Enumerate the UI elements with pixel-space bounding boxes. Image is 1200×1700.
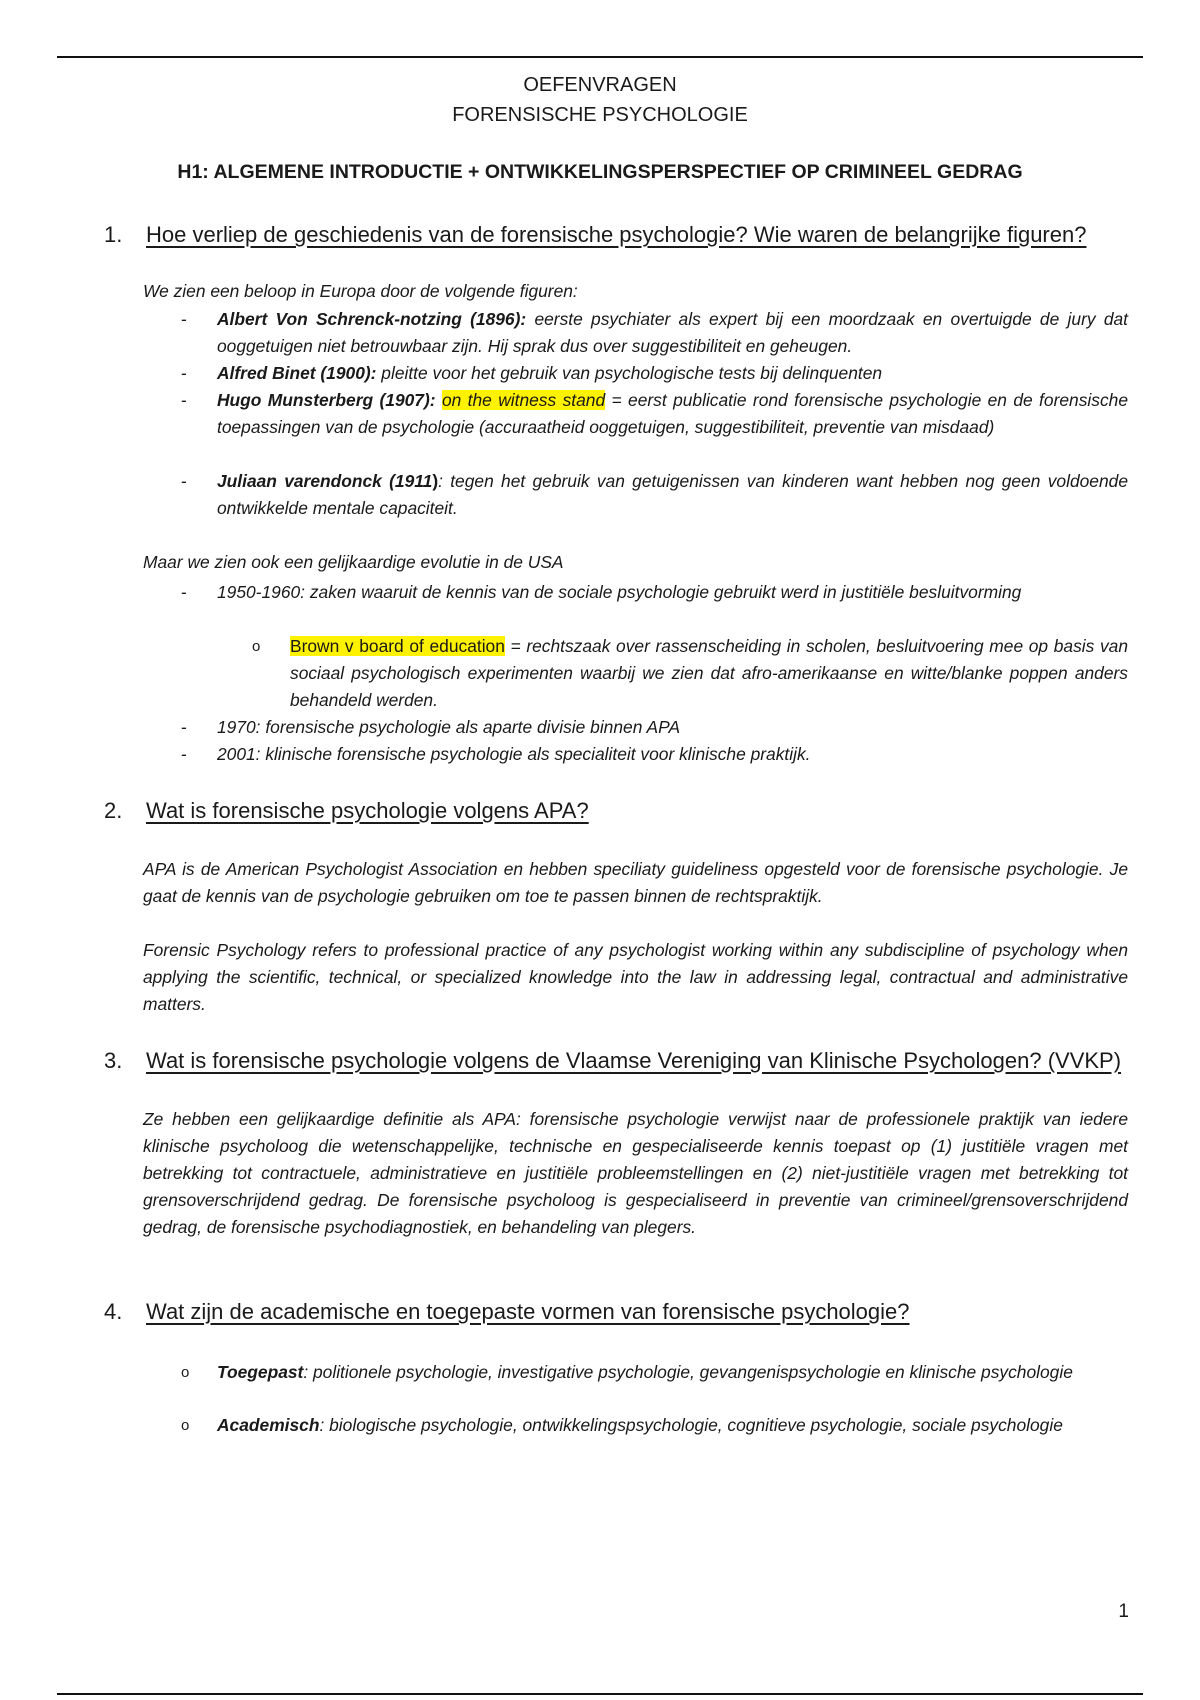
doc-title-line2: FORENSISCHE PSYCHOLOGIE [452, 104, 748, 126]
question-title: Hoe verliep de geschiedenis van de forensische psychologie? Wie waren de belangrijke figuren? [146, 222, 1087, 247]
highlighted-text: Brown v board of education [290, 636, 505, 656]
circle-marker: o [252, 638, 261, 655]
question-number: 2. [104, 798, 123, 823]
q1-intro: We zien een beloop in Europa door de volgende figuren: [143, 281, 578, 301]
dash-marker: - [181, 390, 187, 410]
q1-intro-usa: Maar we zien ook een gelijkaardige evolutie in de USA [143, 552, 564, 572]
dash-marker: - [181, 582, 187, 602]
question-title: Wat is forensische psychologie volgens de Vlaamse Vereniging van Klinische Psychologen? (VVKP) [146, 1048, 1122, 1073]
list-item: - Juliaan varendonck (1911): tegen het gebruik van getuigenissen van kinderen want hebben nog geen voldoende ontwikkelde mentale capaciteit. [217, 468, 1128, 522]
q3-paragraph: Ze hebben een gelijkaardige definitie als APA: forensische psychologie verwijst naar de professionele praktijk van iedere klinische psycholoog die wetenschappelijke, technische en gespecialiseerde kennis toepast op (1) justitiële vragen met betrekking tot contractuele, administratieve en justitiële probleemstellingen en (2) niet-justitiële vragen met betrekking tot grensoverschrijdend gedrag. De forensische psycholoog is gespecialiseerd in preventie van crimineel/grensoverschrijdend gedrag, de forensische psychodiagnostiek, en behandeling van plegers. [143, 1109, 1128, 1237]
top-rule [57, 56, 1143, 58]
question-number: 3. [104, 1048, 123, 1073]
list-item: - Hugo Munsterberg (1907): on the witness stand = eerst publicatie rond forensische psychologie en de forensische toepassingen van de psychologie (accuraatheid ooggetuigen, suggestibiliteit, preventie van misdaad) [217, 387, 1128, 441]
question-title: Wat is forensische psychologie volgens APA? [146, 798, 589, 823]
dash-marker: - [181, 363, 187, 383]
doc-title-line1: OEFENVRAGEN [523, 74, 677, 96]
highlighted-text: on the witness stand [441, 390, 606, 410]
list-item: - 1950-1960: zaken waaruit de kennis van de sociale psychologie gebruikt werd in justitiële besluitvorming [217, 579, 1128, 606]
document-header [0, 70, 1200, 130]
question-title: Wat zijn de academische en toegepaste vormen van forensische psychologie? [146, 1299, 910, 1324]
list-item: - Alfred Binet (1900): pleitte voor het gebruik van psychologische tests bij delinquenten [217, 360, 1128, 387]
list-item: o Toegepast: politionele psychologie, investigative psychologie, gevangenispsychologie en klinische psychologie [217, 1359, 1128, 1386]
q2-paragraph-1: APA is de American Psychologist Association en hebben speciliaty guideliness opgesteld voor de forensische psychologie. Je gaat de kennis van de psychologie gebruiken om toe te passen binnen de rechtspraktijk. [143, 859, 1128, 906]
question-number: 4. [104, 1299, 123, 1324]
list-item: - 1970: forensische psychologie als aparte divisie binnen APA [217, 714, 1128, 741]
circle-marker: o [181, 1364, 190, 1381]
dash-marker: - [181, 471, 187, 491]
circle-marker: o [181, 1417, 190, 1434]
dash-marker: - [181, 744, 187, 764]
dash-marker: - [181, 717, 187, 737]
q2-paragraph-2: Forensic Psychology refers to professional practice of any psychologist working within any subdiscipline of psychology when applying the scientific, technical, or specialized knowledge into the law in addressing legal, contractual and administrative matters. [143, 940, 1128, 1014]
page-number: 1 [1118, 1601, 1129, 1622]
chapter-heading: H1: ALGEMENE INTRODUCTIE + ONTWIKKELINGSPERSPECTIEF OP CRIMINEEL GEDRAG [177, 161, 1023, 183]
dash-marker: - [181, 309, 187, 329]
sub-list-item: o Brown v board of education = rechtszaak over rassenscheiding in scholen, besluitvoering mee op basis van sociaal psychologisch experimenten waarbij we zien dat afro-amerikaanse en witte/blanke poppen anders behandeld werden. [290, 633, 1128, 714]
question-number: 1. [104, 222, 123, 247]
list-item: - 2001: klinische forensische psychologie als specialiteit voor klinische praktijk. [217, 741, 1128, 768]
list-item: o Academisch: biologische psychologie, ontwikkelingspsychologie, cognitieve psychologie, sociale psychologie [217, 1412, 1128, 1439]
list-item: - Albert Von Schrenck-notzing (1896): eerste psychiater als expert bij een moordzaak en overtuigde de jury dat ooggetuigen niet betrouwbaar zijn. Hij sprak dus over suggestibiliteit en geheugen. [217, 306, 1128, 360]
bottom-rule [57, 1693, 1143, 1695]
